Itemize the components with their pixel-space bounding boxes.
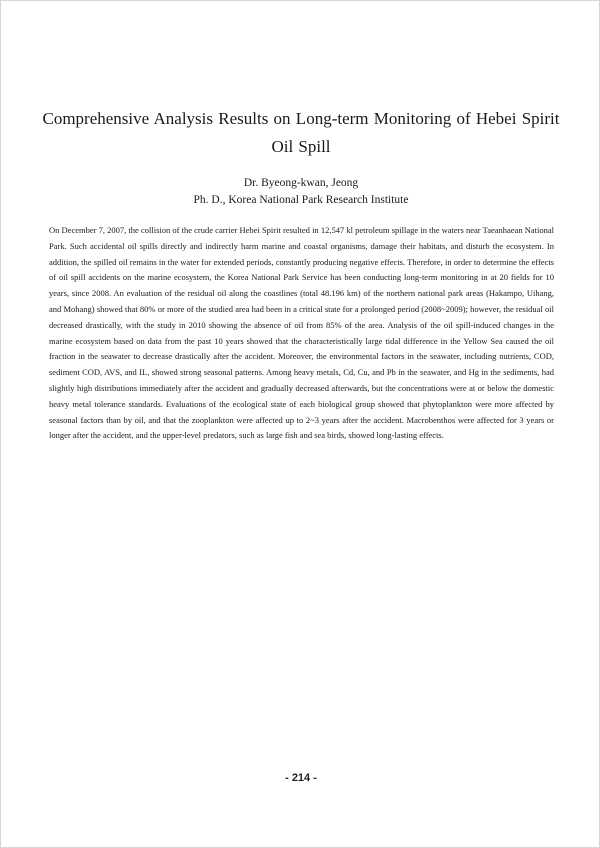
page-number: - 214 -: [285, 772, 317, 784]
abstract-text: On December 7, 2007, the collision of the crude carrier Hebei Spirit resulted in 12,547 kl petroleum spillage in the waters near Taeanhaean National Park. Such accidental oil spills directly and indirectly harm marine and coastal organisms, damage their habitats, and disturb the ecosystem. In addition, the spilled oil remains in the water for extended periods, constantly producing negative effects. Therefore, in order to determine the effects of oil spill accidents on the marine ecosystem, the Korea National Park Service has been conducting long-term monitoring in at 20 fields for 10 years, since 2008. An evaluation of the residual oil along the coastlines (total 48.196 km) of the northern national park areas (Hakampo, Uihang, and Mohang) showed that 80% or more of the studied area had been in a critical state for a prolonged period (2008~2009); however, the residual oil decreased drastically, with the study in 2010 showing the absence of oil from 85% of the area. Analysis of the oil spill-induced changes in the marine ecosystem based on data from the past 10 years showed that the characteristically large tidal difference in the Yellow Sea caused the oil fraction in the seawater to decrease drastically after the accident. Moreover, the environmental factors in the seawater, including nutrients, COD, sediment COD, AVS, and IL, showed strong seasonal patterns. Among heavy metals, Cd, Cu, and Pb in the seawater, and Hg in the sediments, had slightly high distributions immediately after the accident and gradually decreased afterwards, but the concentrations were at or below the domestic heavy metal tolerance standards. Evaluations of the ecological state of each biological group showed that phytoplankton were more affected by seasonal factors than by oil, and that the zooplankton were affected up to 2~3 years after the accident. Macrobenthos were affected for 3 years or longer after the accident, and the upper-level predators, such as large fish and sea birds, showed long-lasting effects.: [49, 225, 554, 441]
author-name: Dr. Byeong-kwan, Jeong: [243, 177, 359, 189]
author-block: [41, 175, 561, 209]
paper-title-line-2: Oil Spill: [271, 137, 331, 156]
paper-title: [41, 105, 561, 161]
paper-title-line-1: Comprehensive Analysis Results on Long-term Monitoring of Hebei Spirit: [42, 109, 560, 128]
author-affiliation: Ph. D., Korea National Park Research Institute: [193, 194, 409, 206]
